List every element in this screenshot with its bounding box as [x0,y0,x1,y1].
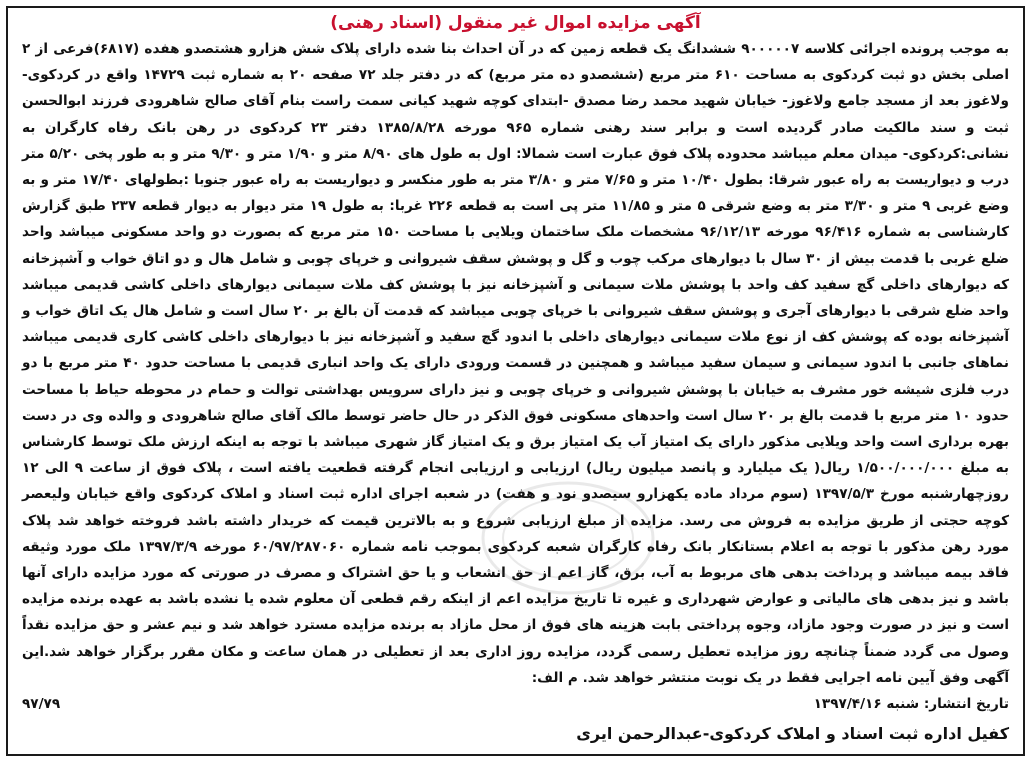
publish-date: تاریخ انتشار: شنبه ۱۳۹۷/۴/۱۶ [813,696,1009,713]
reference-number: ۹۷/۷۹ [22,696,61,713]
notice-footer [22,691,1009,717]
notice-body: به موجب پرونده اجرائی کلاسه ۹۰۰۰۰۰۷ ششدانگ یک قطعه زمین که در آن احداث بنا شده دارای پلاک شش هزارو هشتصدو هفده (۶۸۱۷)فرعی از ۲ اصلی بخش دو ثبت کردکوی به مساحت ۶۱۰ متر مربع (ششصدو ده متر مربع) که در دفتر جلد ۷۲ صفحه ۲۰ به شماره ثبت ۱۴۷۲۹ واقع در کردکوی- ولاغوز بعد از مسجد جامع ولاغوز- خیابان شهید محمد رضا مصدق -ابتدای کوچه شهید کیانی سمت راست بنام آقای صالح شاهرودی فرزند ابوالحسن ثبت و سند مالکیت صادر گردیده است و برابر سند رهنی شماره ۹۶۵ مورخه ۱۳۸۵/۸/۲۸ دفتر ۲۳ کردکوی در رهن بانک رفاه کارگران به نشانی:کردکوی- میدان معلم میباشد محدوده پلاک فوق عبارت است شمالا: اول به طول های ۸/۹۰ متر و ۱/۹۰ متر و ۹/۳۰ متر و به طور پخی ۵/۲۰ متر درب و دیواریست به راه عبور شرقا: بطول ۱۰/۴۰ متر و ۷/۶۵ متر و ۳/۸۰ متر به طور منکسر و دیواریست به راه عبور جنوبا :بطولهای ۱۷/۴۰ متر و به وضع غربی ۹ متر و ۳/۳۰ متر به وضع شرقی ۵ متر و ۱۱/۸۵ متر پی است به قطعه ۲۲۶ غربا: به طول ۱۹ متر دیوار به دیوار قطعه ۲۳۷ طبق گزارش کارشناسی به شماره ۹۶/۴۱۶ مورخه ۹۶/۱۲/۱۳ مشخصات ملک ساختمان ویلایی با مساحت ۱۵۰ متر مربع که بصورت دو واحد مسکونی میباشد واحد ضلع غربی با قدمت بیش از ۳۰ سال با دیوارهای مرکب چوب و گل و پوشش سقف شیروانی و خرپای چوبی و شامل هال و دو اتاق خواب و آشپزخانه که دیوارهای داخلی گچ سفید کف واحد با پوشش ملات سیمانی و آشپزخانه نیز با پوشش کف ملات سیمانی دیوارهای داخلی کاشی قدیمی میباشد واحد ضلع شرقی با دیوارهای آجری و پوشش سقف شیروانی با خرپای چوبی میباشد که قدمت آن بالغ بر ۲۰ سال است و شامل هال یک اتاق خواب و آشپزخانه بوده که پوشش کف از نوع ملات سیمانی دیوارهای داخلی با اندود گچ سفید و آشپزخانه نیز با دیوارهای داخلی کاشی کاری قدیمی میباشد نماهای جانبی با اندود سیمانی و سیمان سفید میباشد و همچنین در قسمت ورودی دارای یک واحد انباری قدیمی با مساحت حدود ۴۰ متر مربع با دو درب فلزی شیشه خور مشرف به خیابان با پوشش شیروانی و خرپای چوبی و نیز دارای سرویس بهداشتی توالت و حمام در محوطه حیاط با مساحت حدود ۱۰ متر مربع با قدمت بالغ بر ۲۰ سال است واحدهای مسکونی فوق الذکر در حال حاضر توسط مالک آقای صالح شاهرودی و والده وی در دست بهره برداری است واحد ویلایی مذکور دارای یک امتیاز آب یک امتیاز برق و یک امتیاز گاز شهری میباشد با توجه به اینکه ارزش ملک توسط کارشناس به مبلغ ۱/۵۰۰/۰۰۰/۰۰۰ ریال( یک میلیارد و پانصد میلیون ریال) ارزیابی و ارزیابی انجام گرفته قطعیت یافته است ، پلاک فوق از ساعت ۹ الی ۱۲ روزچهارشنبه مورخ ۱۳۹۷/۵/۳ (سوم مرداد ماده یکهزارو سیصدو نود و هفت) در شعبه اجرای اداره ثبت اسناد و املاک کردکوی واقع خیابان ولیعصر کوچه حجتی از طریق مزایده به فروش می رسد. مزایده از مبلغ ارزیابی شروع و به بالاترین قیمت که خریدار داشته باشد فروخته خواهد شد پلاک مورد رهن مذکور با توجه به اعلام بستانکار بانک رفاه کارگران شعبه کردکوی بموجب نامه شماره ۶۰/۹۷/۲۸۷۰۶۰ مورخه ۱۳۹۷/۳/۹ ملک مورد وثیقه فاقد بیمه میباشد و پرداخت بدهی های مربوط به آب، برق، گاز اعم از حق انشعاب و یا حق اشتراک و مصرف در صورتی که مورد مزایده دارای آنها باشد و نیز بدهی های مالیاتی و عوارض شهرداری و غیره تا تاریخ مزایده اعم از اینکه رقم قطعی آن معلوم شده یا نشده باشد به عهده برنده مزایده است و نیز در صورت وجود مازاد، وجوه پرداختی بابت هزینه های فوق از محل مازاد به برنده مزایده مسترد خواهد شد و نیم عشر و حق مزایده نقداً وصول می گردد ضمناً چنانچه روز مزایده تعطیل رسمی گردد، مزایده روز اداری بعد از تعطیلی در همان ساعت و مکان مقرر برگزار خواهد شد.این آگهی وفق آیین نامه اجرایی فقط در یک نوبت منتشر خواهد شد. م الف: [22,41,1010,686]
auction-notice [6,6,1025,756]
notice-title: آگهی مزایده اموال غیر منقول (اسناد رهنی) [330,13,701,33]
signature-line: کفیل اداره ثبت اسناد و املاک کردکوی-عبدالرحمن ایری [576,724,1009,744]
